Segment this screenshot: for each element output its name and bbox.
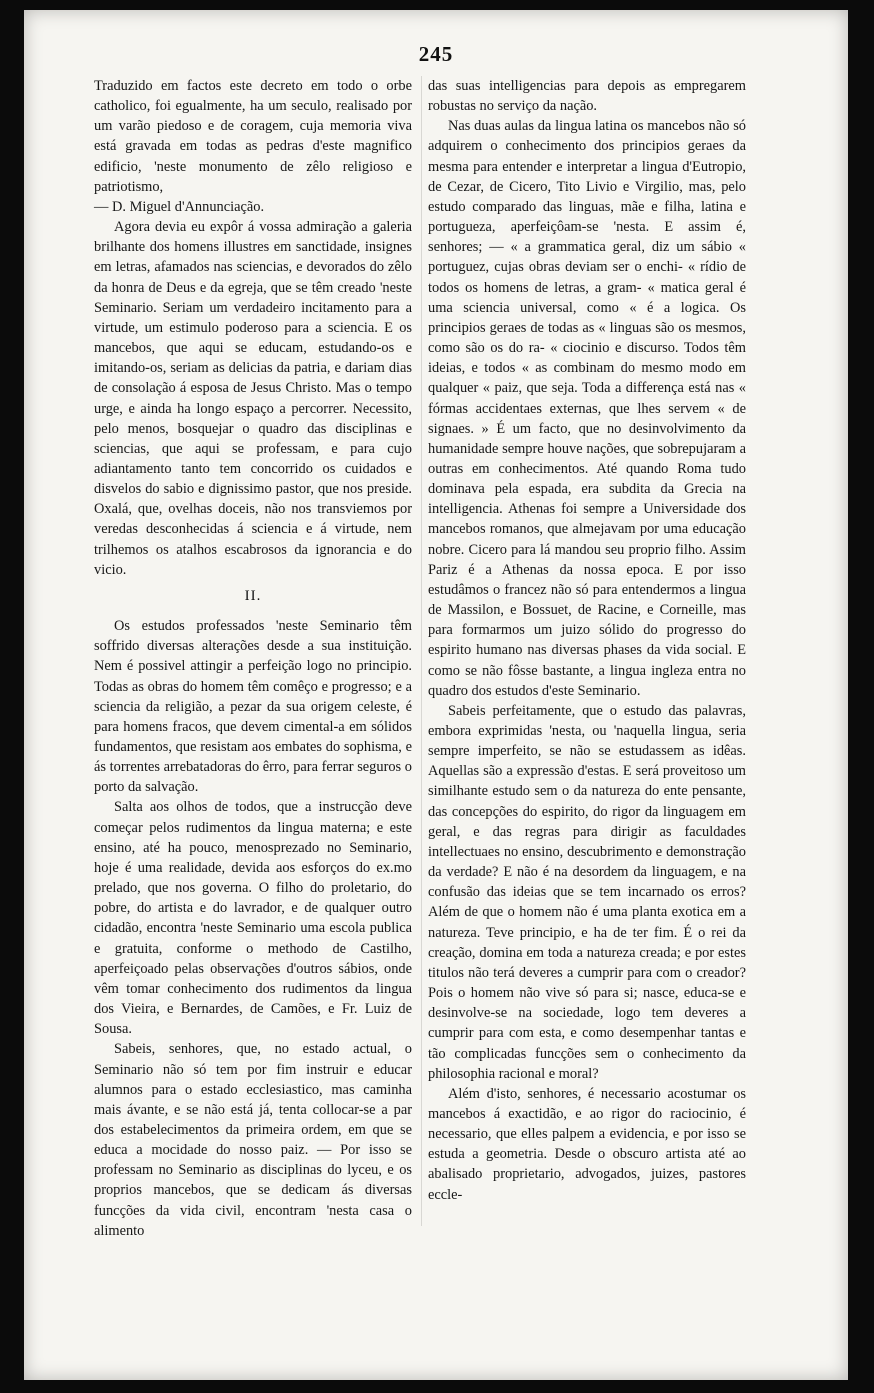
paragraph: Além d'isto, senhores, é necessario acostumar os mancebos á exactidão, e ao rigor do raciocinio, é necessario, que elles palpem a evidencia, e por isso se estuda a geometria. Desde o obscuro artista até ao abalisado proprietario, advogados, juizes, pastores eccle- — [428, 1085, 746, 1203]
paragraph: das suas intelligencias para depois as empregarem robustas no serviço da nação. — [428, 78, 746, 115]
paragraph: Salta aos olhos de todos, que a instrucção deve começar pelos rudimentos da lingua materna; e este ensino, até ha pouco, menosprezado no Seminario, hoje é uma realidade, devida aos esforços do ex.mo prelado, que nos governa. O filho do proletario, do pobre, do artista e do lavrador, e de qualquer outro cidadão, encontra 'neste Seminario uma escola publica e gratuita, conforme o methodo de Castilho, aperfeiçoado pelas observações d'outros sábios, onde vêm tomar conhecimento dos rudimentos da lingua dos Vieira, e Bernardes, de Camões, e Fr. Luiz de Sousa. — [94, 799, 412, 1038]
paragraph: Traduzido em factos este decreto em todo o orbe catholico, foi egualmente, ha um seculo, realisado por um varão piedoso e de coragem, cuja memoria viva está gravada em todas as pedras d'este magnifico edificio, 'neste monumento de zêlo religioso e patriotismo, — [94, 78, 412, 195]
right-column — [428, 76, 746, 1205]
document-page — [24, 10, 848, 1380]
paragraph: Sabeis perfeitamente, que o estudo das palavras, embora exprimidas 'nesta, ou 'naquella lingua, seria sempre imperfeito, se não se estudassem as idêas. Aquellas são a expressão d'estas. E será proveitoso um similhante estudo sem o da natureza do ente pensante, das concepções do espirito, do rigor da linguagem em geral, e das regras para dirigir as faculdades intellectuaes no ensino, descubrimento e demonstração da verdade? E não é na desordem da linguagem, e na confusão das ideias que se tem incarnado os erros? Além de que o homem não é uma planta exotica em a natureza. Teve principio, e ha de ter fim. É o rei da creação, domina em toda a natureza creada; e por estes titulos não terá deveres a cumprir para com o creador? Pois o homem não vive só para si; nasce, educa-se e desinvolve-se na sociedade, logo tem deveres a cumprir para com esta, e como desempenhar tantas e tão complicadas funcções sem o conhecimento da philosophia racional e moral? — [428, 702, 746, 1082]
paragraph: Agora devia eu expôr á vossa admiração a galeria brilhante dos homens illustres em sanctidade, insignes em letras, afamados nas sciencias, e devorados do zêlo da honra de Deus e da egreja, que se têm creado 'neste Seminario. Seriam um verdadeiro incitamento para a virtude, um estimulo poderoso para a sciencia. E os mancebos, que aqui se educam, estudando-os e imitando-os, seriam as delicias da patria, e dariam dias de consolação á esposa de Jesus Christo. Mas o tempo urge, e ainda ha longo espaço a percorrer. Necessito, pelo menos, bosquejar o quadro das disciplinas e sciencias, que aqui se professam, e para cujo adiantamento tanto tem concorrido os cuidados e disvelos do sabio e dignissimo pastor, que nos preside. Oxalá, que, ovelhas doceis, não nos transviemos por veredas desconhecidas á sciencia e á virtude, nem trilhemos os atalhos escabrosos da ignorancia e do vicio. — [94, 219, 412, 578]
left-column — [94, 76, 412, 1241]
section-heading: II. — [244, 587, 262, 604]
paragraph: Nas duas aulas da lingua latina os mancebos não só adquirem o conhecimento dos principios geraes da mesma para entender e interpretar a lingua d'Eutropio, de Cezar, de Cicero, Tito Livio e Virgilio, mas, pelo estudo comparado das linguas, mãe e filha, latina e portugueza, aperfeiçôam-se 'nesta. E assim é, senhores; — « a grammatica geral, diz um sábio « portuguez, cujas obras deviam ser o enchi- « rídio de todos os homens de letras, a gram- « matica geral é uma sciencia universal, como « é a logica. Os principios geraes de todas as « linguas são os mesmos, como são os do ra- « ciocinio e discurso. Todos têm ideias, e todos « as combinam do mesmo modo em qualquer « paiz, que seja. Toda a differença está nas « fórmas accidentaes externas, que lhes servem « de signaes. » É um facto, que no desinvolvimento da humanidade sempre houve nações, que sobrepujaram a outras em conhecimentos. Até quando Roma tudo dominava pela espada, era subdita da Grecia na intelligencia. Athenas foi sempre a Universidade dos mancebos romanos, que almejavam por uma educação nobre. Cicero para lá mandou seu proprio filho. Assim Pariz é a Athenas da nossa epoca. E por isso estudâmos o francez não só para entendermos a lingua de Massilon, e Bossuet, de Racine, e Corneille, mas para formarmos um juizo sólido do progresso do espirito humano nas diversas phases da vida social. E como se não fôsse bastante, a lingua ingleza entra no quadro dos estudos d'este Seminario. — [428, 118, 746, 699]
paragraph: Sabeis, senhores, que, no estado actual, o Seminario não só tem por fim instruir e educar alumnos para o estado ecclesiastico, mas caminha mais ávante, e se não está já, tenta collocar-se a par dos estabelecimentos da primeira ordem, em que se educa a mocidade do nosso paiz. — Por isso se professam no Seminario as disciplinas do lyceu, e os proprios mancebos, que se dedicam ás diversas funcções da vida civil, encontram 'nesta casa o alimento — [94, 1041, 412, 1239]
paragraph: Os estudos professados 'neste Seminario têm soffrido diversas alterações desde a sua instituição. Nem é possivel attingir a perfeição logo no principio. Todas as obras do homem têm comêço e progresso; e a sciencia da religião, a pezar da sua origem celeste, é para homens fracos, que devem cimental-a em sólidos fundamentos, que resistam aos embates do sophisma, e ás torrentes arrebatadoras do êrro, para ferrar seguros o porto da salvação. — [94, 618, 412, 796]
signature-line: — D. Miguel d'Annunciação. — [94, 198, 265, 215]
column-divider — [421, 76, 422, 1226]
page-number: 245 — [418, 42, 454, 66]
